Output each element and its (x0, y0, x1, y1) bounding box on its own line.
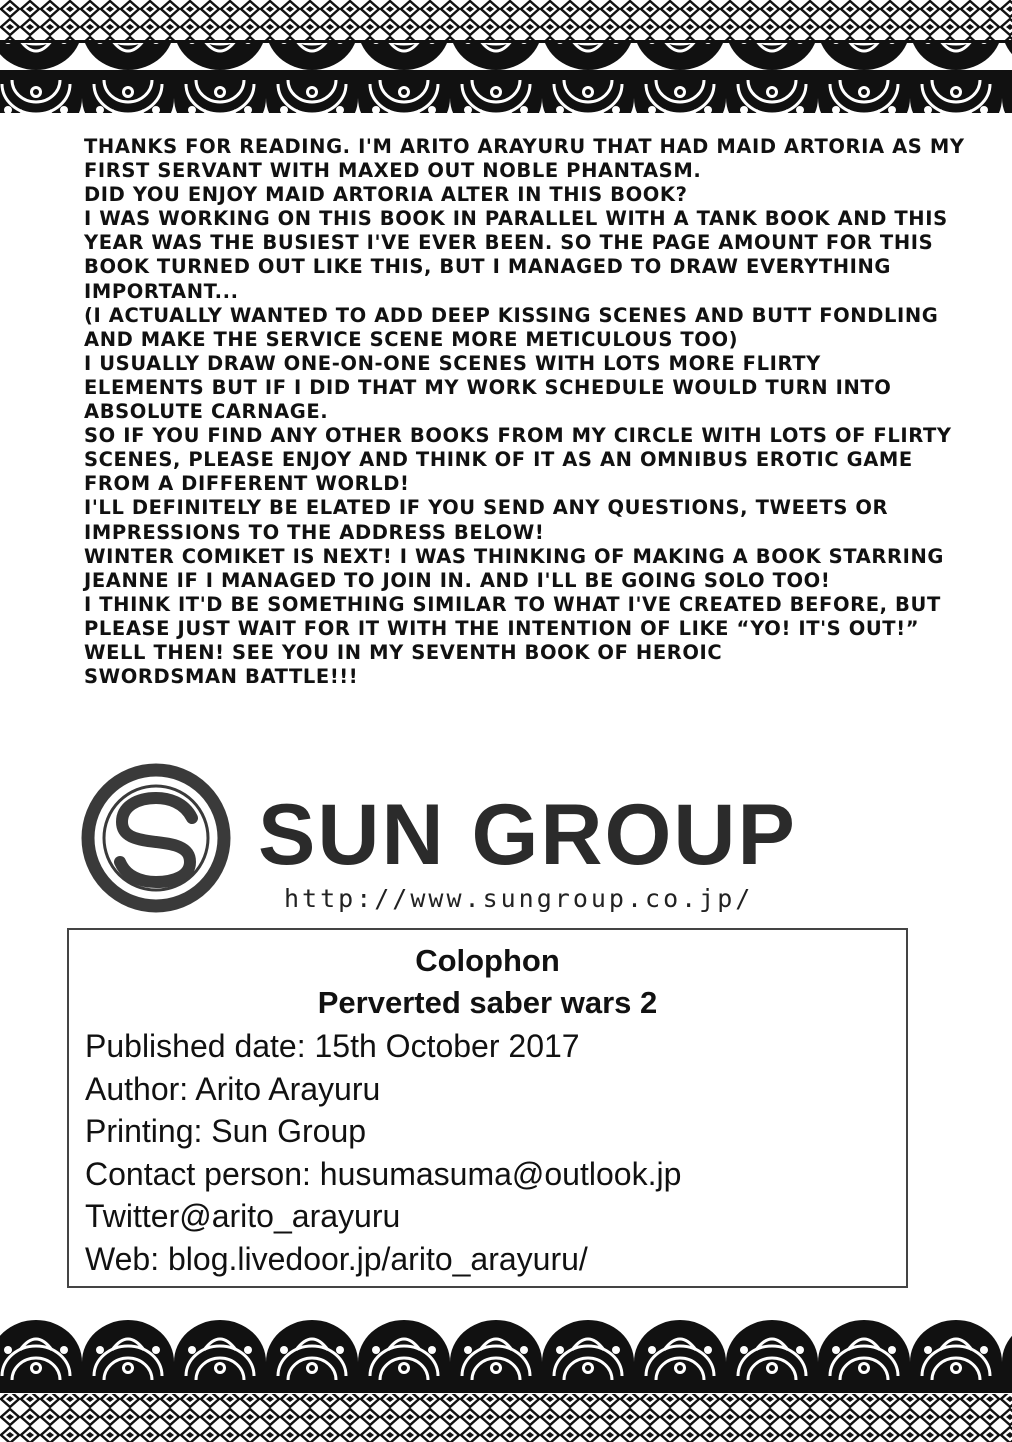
afterword-line: PLEASE JUST WAIT FOR IT WITH THE INTENTION OF LIKE “YO! IT'S OUT!” (84, 616, 920, 640)
sun-group-logo (80, 762, 880, 922)
sun-group-wordmark: SUN GROUP (258, 787, 797, 883)
lace-border-top (0, 0, 1012, 122)
afterword-line: THANKS FOR READING. I'M ARITO ARAYURU THAT HAD MAID ARTORIA AS MY (84, 135, 965, 158)
afterword-line: I THINK IT'D BE SOMETHING SIMILAR TO WHAT I'VE CREATED BEFORE, BUT (84, 592, 941, 616)
afterword-line: (I ACTUALLY WANTED TO ADD DEEP KISSING SCENES AND BUTT FONDLING (84, 303, 939, 327)
colophon-heading: Colophon (415, 943, 560, 978)
afterword-line: BOOK TURNED OUT LIKE THIS, BUT I MANAGED TO DRAW EVERYTHING (84, 255, 892, 279)
afterword-line: FROM A DIFFERENT WORLD! (84, 472, 410, 496)
sun-group-url: http://www.sungroup.co.jp/ (284, 884, 754, 913)
sun-group-emblem-icon (80, 762, 232, 914)
printing: Printing: Sun Group (85, 1113, 367, 1149)
lace-border-bottom (0, 1318, 1012, 1442)
author: Author: Arito Arayuru (85, 1070, 381, 1107)
afterword-line: SWORDSMAN BATTLE!!! (84, 665, 359, 689)
contact-person: Contact person: husumasuma@outlook.jp (85, 1155, 682, 1192)
afterword-line: WINTER COMIKET IS NEXT! I WAS THINKING OF MAKING A BOOK STARRING (84, 544, 944, 568)
colophon-box (67, 928, 908, 1288)
afterword-line: I WAS WORKING ON THIS BOOK IN PARALLEL WITH A TANK BOOK AND THIS (84, 207, 948, 231)
afterword-line: I USUALLY DRAW ONE-ON-ONE SCENES WITH LOTS MORE FLIRTY (84, 351, 821, 375)
published-date: Published date: 15th October 2017 (85, 1028, 580, 1064)
afterword-line: WELL THEN! SEE YOU IN MY SEVENTH BOOK OF HEROIC (84, 640, 723, 664)
afterword-line: JEANNE IF I MANAGED TO JOIN IN. AND I'LL BE GOING SOLO TOO! (84, 568, 831, 592)
twitter-handle: Twitter@arito_arayuru (85, 1198, 401, 1234)
web-address: Web: blog.livedoor.jp/arito_arayuru/ (85, 1240, 588, 1277)
afterword-line: I'LL DEFINITELY BE ELATED IF YOU SEND ANY QUESTIONS, TWEETS OR (84, 496, 889, 520)
afterword-line: YEAR WAS THE BUSIEST I'VE EVER BEEN. SO THE PAGE AMOUNT FOR THIS (84, 231, 934, 255)
afterword-line: AND MAKE THE SERVICE SCENE MORE METICULOUS TOO) (84, 327, 739, 351)
afterword-line: ABSOLUTE CARNAGE. (84, 400, 329, 424)
afterword-line: FIRST SERVANT WITH MAXED OUT NOBLE PHANTASM. (84, 159, 702, 183)
afterword-line: IMPORTANT... (84, 279, 239, 303)
afterword-line: ELEMENTS BUT IF I DID THAT MY WORK SCHEDULE WOULD TURN INTO (84, 375, 892, 399)
afterword-line: DID YOU ENJOY MAID ARTORIA ALTER IN THIS BOOK? (84, 183, 688, 207)
book-title: Perverted saber wars 2 (317, 985, 658, 1020)
afterword-text (84, 135, 984, 689)
afterword-line: SO IF YOU FIND ANY OTHER BOOKS FROM MY CIRCLE WITH LOTS OF FLIRTY (84, 424, 952, 448)
afterword-line: IMPRESSIONS TO THE ADDRESS BELOW! (84, 520, 545, 544)
afterword-line: SCENES, PLEASE ENJOY AND THINK OF IT AS AN OMNIBUS EROTIC GAME (84, 448, 913, 472)
